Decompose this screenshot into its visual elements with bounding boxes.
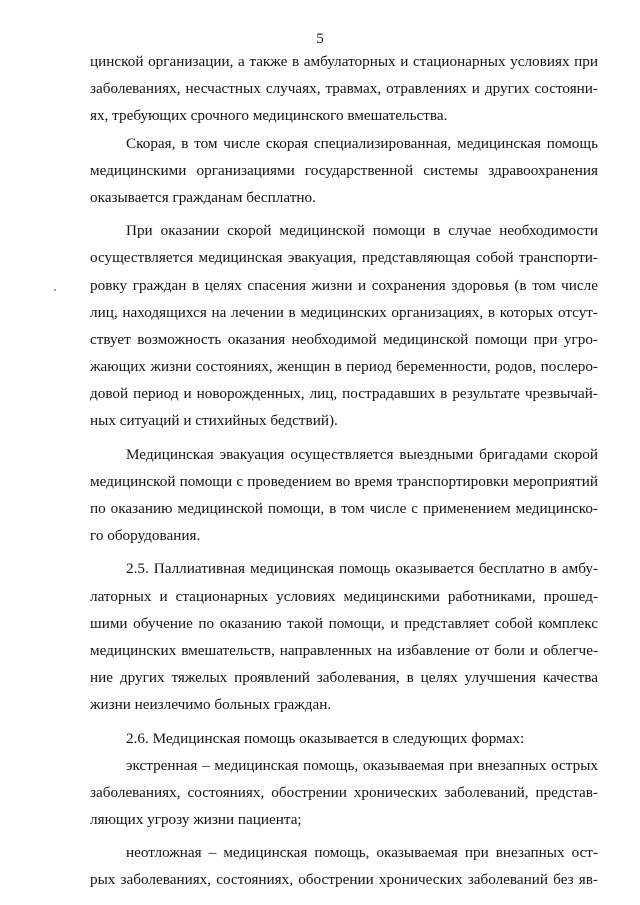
text-line: заболеваниях, состояниях, обострении хронических заболеваний, представ- xyxy=(90,783,598,801)
text-line: экстренная – медицинская помощь, оказываемая при внезапных острых xyxy=(126,756,598,774)
text-line: медицинских вмешательств, направленных на избавление от боли и облегче- xyxy=(90,641,598,659)
text-line: шими обучение по оказанию такой помощи, и представляет собой комплекс xyxy=(90,614,598,632)
text-line: ях, требующих срочного медицинского вмешательства. xyxy=(90,107,448,125)
text-line: довой период и новорожденных, лиц, пострадавших в результате чрезвычай- xyxy=(90,385,598,403)
text-line: 2.5. Паллиативная медицинская помощь оказывается бесплатно в амбу- xyxy=(126,560,598,578)
text-line: оказывается гражданам бесплатно. xyxy=(90,188,316,206)
text-line: Скорая, в том числе скорая специализированная, медицинская помощь xyxy=(126,134,598,152)
text-line: по оказанию медицинской помощи, в том числе с применением медицинско- xyxy=(90,500,598,517)
text-line: рых заболеваниях, состояниях, обострении хронических заболеваний без яв- xyxy=(90,871,598,889)
text-line: ние других тяжелых проявлений заболевания, в целях улучшения качества xyxy=(90,669,598,687)
text-line: го оборудования. xyxy=(90,527,201,545)
scan-speck xyxy=(54,289,56,291)
text-line: латорных и стационарных условиях медицинскими работниками, прошед- xyxy=(90,587,598,605)
text-line: жизни неизлечимо больных граждан. xyxy=(90,696,332,714)
text-line: Медицинская эвакуация осуществляется выездными бригадами скорой xyxy=(126,445,598,463)
text-line: ных ситуаций и стихийных бедствий). xyxy=(90,412,338,430)
text-line: неотложная – медицинская помощь, оказываемая при внезапных ост- xyxy=(126,844,598,862)
text-line: ляющих угрозу жизни пациента; xyxy=(90,811,302,829)
page-number: 5 xyxy=(316,31,324,47)
text-line: медицинской помощи с проведением во время транспортировки мероприятий xyxy=(90,472,598,490)
text-line: жающих жизни состояниях, женщин в период беременности, родов, послеро- xyxy=(90,358,598,376)
body-text xyxy=(90,48,598,894)
text-line: цинской организации, а также в амбулаторных и стационарных условиях при xyxy=(90,53,598,70)
text-line: ровку граждан в целях спасения жизни и сохранения здоровья (в том числе xyxy=(90,276,598,294)
text-line: медицинскими организациями государственной системы здравоохранения xyxy=(90,161,598,179)
text-line: осуществляется медицинская эвакуация, представляющая собой транспорти- xyxy=(90,249,598,267)
text-line: При оказании скорой медицинской помощи в случае необходимости xyxy=(126,222,598,240)
text-line: ствует возможность оказания необходимой медицинской помощи при угро- xyxy=(90,330,598,348)
text-line: 2.6. Медицинская помощь оказывается в следующих формах: xyxy=(126,729,525,747)
text-line: заболеваниях, несчастных случаях, травмах, отравлениях и других состояни- xyxy=(90,80,598,98)
text-line: лиц, находящихся на лечении в медицинских организациях, в которых отсут- xyxy=(90,303,598,321)
